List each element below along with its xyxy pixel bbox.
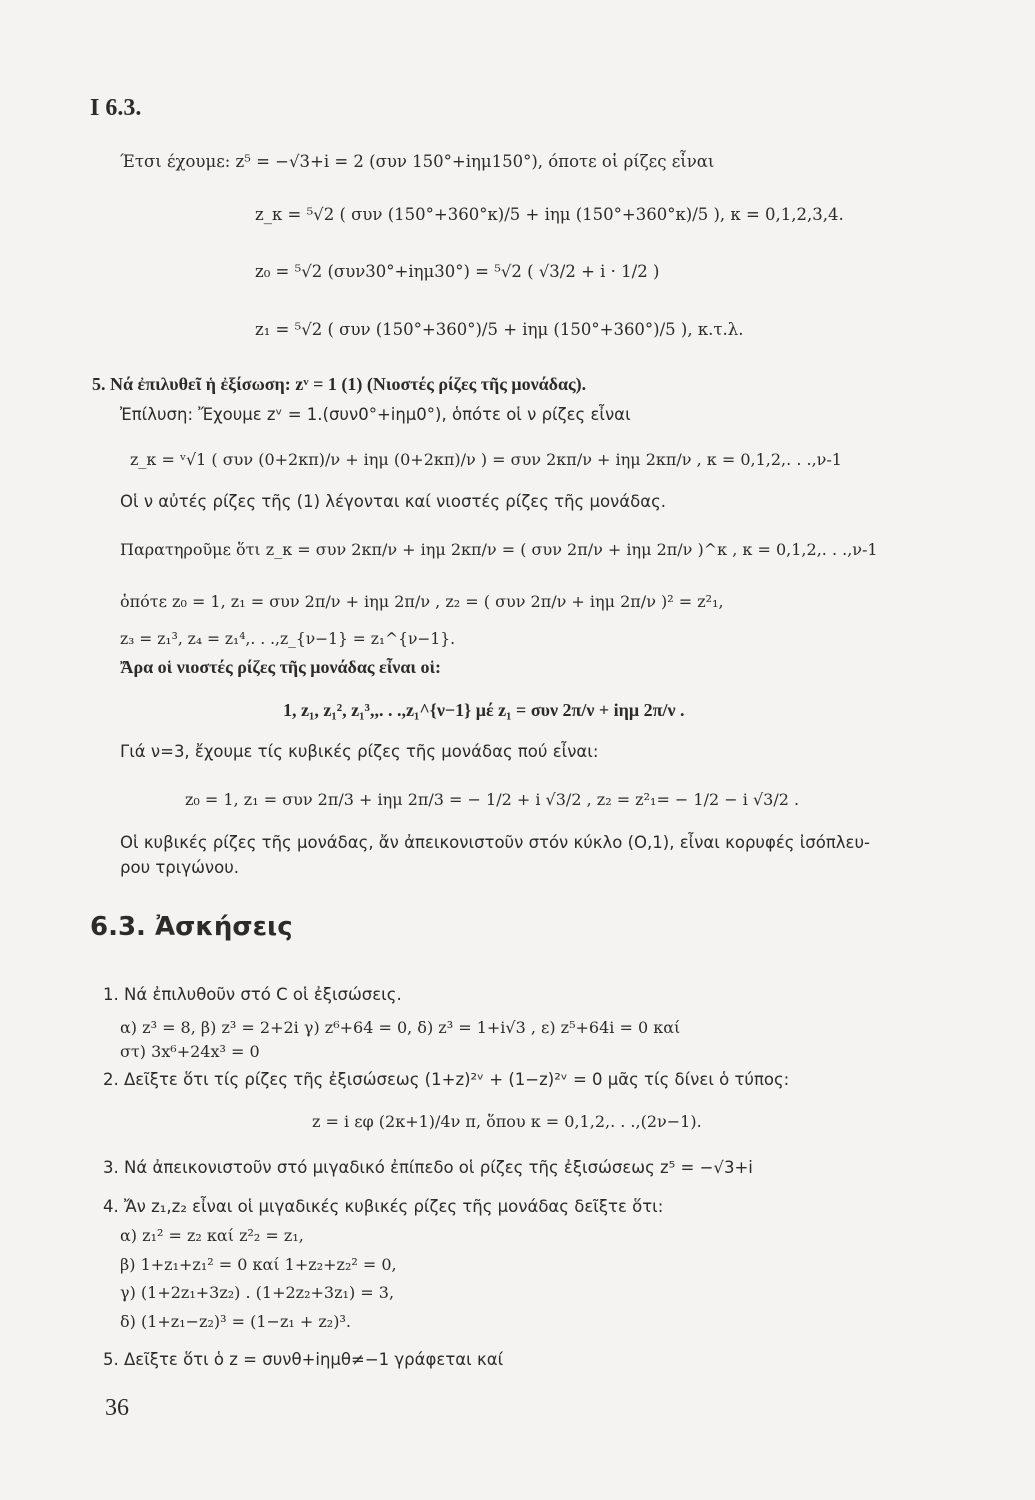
formula-observation: Παρατηροῦμε ὅτι z_κ = συν 2κπ/ν + iημ 2κπ/ν = ( συν 2π/ν + iημ 2π/ν )^κ , κ = 0,1,2,. . .,ν-1 [120, 540, 878, 559]
formula-z-kappa: z_κ = ⁵√2 ( συν (150°+360°κ)/5 + iημ (150°+360°κ)/5 ), κ = 0,1,2,3,4. [255, 205, 844, 224]
text-line-1: Έτσι έχουμε: z⁵ = −√3+i = 2 (συν 150°+iημ150°), όποτε οἱ ρίζες εἶναι [120, 152, 715, 171]
text-cubic-roots-2: ρου τριγώνου. [120, 858, 240, 877]
exercise-2-formula: z = i εφ (2κ+1)/4ν π, ὅπου κ = 0,1,2,. . .,(2ν−1). [312, 1112, 702, 1131]
text-roots-name: Οἱ ν αὐτές ρίζες τῆς (1) λέγονται καί νιοστές ρίζες τῆς μονάδας. [120, 492, 667, 511]
exercise-4-a: α) z₁² = z₂ καί z²₂ = z₁, [120, 1226, 304, 1245]
header-title: I 6.3. [90, 95, 142, 121]
exercise-1-parts-b: στ) 3x⁶+24x³ = 0 [120, 1042, 260, 1061]
exercise-1: 1. Νά ἐπιλυθοῦν στό C οἱ ἐξισώσεις. [103, 985, 402, 1004]
exercise-1-parts-a: α) z³ = 8, β) z³ = 2+2i γ) z⁶+64 = 0, δ) z³ = 1+i√3 , ε) z⁵+64i = 0 καί [120, 1018, 681, 1037]
text-therefore: Ἄρα οἱ νιοστές ρίζες τῆς μονάδας εἶναι οἱ: [120, 657, 442, 677]
formula-z0-z1-z2: ὁπότε z₀ = 1, z₁ = συν 2π/ν + iημ 2π/ν , z₂ = ( συν 2π/ν + iημ 2π/ν )² = z²₁, [120, 592, 724, 611]
exercise-4: 4. Ἄν z₁,z₂ εἶναι οἱ μιγαδικές κυβικές ρίζες τῆς μονάδας δεῖξτε ὅτι: [103, 1197, 664, 1216]
formula-z0: z₀ = ⁵√2 (συν30°+iημ30°) = ⁵√2 ( √3/2 + i · 1/2 ) [255, 262, 660, 281]
exercise-3: 3. Νά ἀπεικονιστοῦν στό μιγαδικό ἐπίπεδο οἱ ρίζες τῆς ἐξισώσεως z⁵ = −√3+i [103, 1158, 753, 1177]
exercise-5: 5. Δεῖξτε ὅτι ὁ z = συνθ+iημθ≠−1 γράφεται καί [103, 1350, 504, 1369]
exercise-4-c: γ) (1+2z₁+3z₂) . (1+2z₂+3z₁) = 3, [120, 1283, 395, 1302]
formula-z3-zn: z₃ = z₁³, z₄ = z₁⁴,. . .,z_{ν−1} = z₁^{ν−1}. [120, 630, 456, 648]
exercise-4-d: δ) (1+z₁−z₂)³ = (1−z₁ + z₂)³. [120, 1312, 351, 1331]
item-5-heading: 5. Νά ἐπιλυθεῖ ἡ ἐξίσωση: zᵛ = 1 (1) (Νιοστές ρίζες τῆς μονάδας). [92, 374, 587, 394]
formula-cubic-roots: z₀ = 1, z₁ = συν 2π/3 + iημ 2π/3 = − 1/2 + i √3/2 , z₂ = z²₁= − 1/2 − i √3/2 . [185, 790, 800, 809]
formula-roots-list: 1, z₁, z₁², z₁³,,. . .,z₁^{ν−1} μέ z₁ = συν 2π/ν + iημ 2π/ν . [283, 700, 685, 720]
exercise-2: 2. Δεῖξτε ὅτι τίς ρίζες τῆς ἐξισώσεως (1+z)²ᵛ + (1−z)²ᵛ = 0 μᾶς τίς δίνει ὁ τύπος: [103, 1070, 790, 1089]
section-title: 6.3. Ἀσκήσεις [90, 912, 293, 942]
page-number: 36 [105, 1395, 129, 1421]
exercise-4-b: β) 1+z₁+z₁² = 0 καί 1+z₂+z₂² = 0, [120, 1255, 397, 1274]
text-cubic-roots-1: Οἱ κυβικές ρίζες τῆς μονάδας, ἄν ἀπεικονιστοῦν στόν κύκλο (Ο,1), εἶναι κορυφές ἰσόπλευ- [120, 833, 870, 852]
formula-roots-unity: z_κ = ᵛ√1 ( συν (0+2κπ)/ν + iημ (0+2κπ)/ν ) = συν 2κπ/ν + iημ 2κπ/ν , κ = 0,1,2,. . .,ν-1 [130, 450, 842, 469]
solution-line: Ἐπίλυση: Ἔχουμε zᵛ = 1.(συν0°+iημ0°), ὁπότε οἱ ν ρίζες εἶναι [120, 405, 631, 424]
formula-z1: z₁ = ⁵√2 ( συν (150°+360°)/5 + iημ (150°+360°)/5 ), κ.τ.λ. [255, 320, 744, 339]
text-nu-3: Γιά ν=3, ἔχουμε τίς κυβικές ρίζες τῆς μονάδας πού εἶναι: [120, 742, 599, 761]
